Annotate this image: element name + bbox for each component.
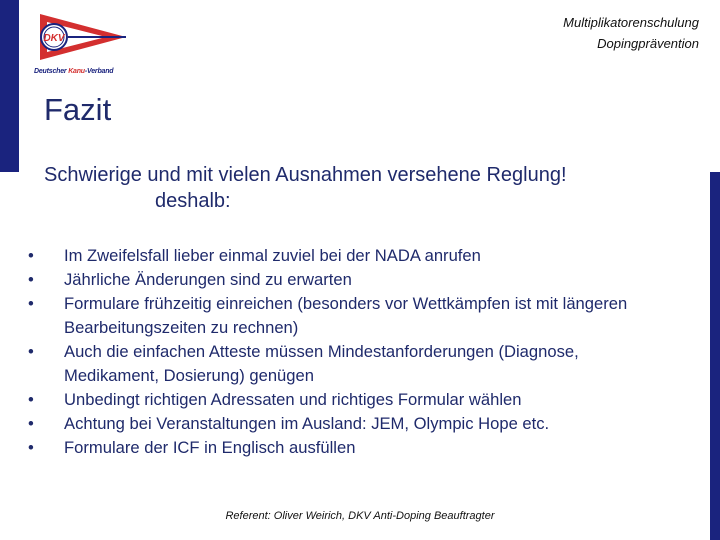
logo-caption-part2: Kanu [68,68,85,75]
dkv-logo [34,10,130,80]
logo-caption-part3: -Verband [84,68,114,75]
logo-caption [34,68,130,75]
bullet-text: Jährliche Änderungen sind zu erwarten [64,270,352,289]
header-line2: Dopingprävention [597,36,699,51]
logo-emblem-text: DKV [43,33,65,44]
bullet-item [28,388,678,412]
bullet-dot: • [28,390,34,409]
bullet-item [28,268,678,292]
bullet-text: Achtung bei Veranstaltungen im Ausland: JEM, Olympic Hope etc. [64,414,550,433]
bullet-dot: • [28,342,34,361]
bullet-item [28,340,678,388]
bullet-text: Formulare der ICF in Englisch ausfüllen [64,438,356,457]
bullet-item [28,436,678,460]
bullet-item [28,244,678,268]
bullet-dot: • [28,294,34,313]
header [563,12,699,54]
dkv-pennant-icon [34,10,130,68]
slide-title: Fazit [44,92,112,127]
footer-referent: Referent: Oliver Weirich, DKV Anti-Doping Beauftragter [225,510,495,522]
right-accent-bar [710,172,720,540]
bullet-text: Formulare frühzeitig einreichen (besonders vor Wettkämpfen ist mit längeren Bearbeitungszeiten zu rechnen) [64,294,628,337]
bullet-text: Unbedingt richtigen Adressaten und richtiges Formular wählen [64,390,522,409]
slide-subtitle [44,162,567,214]
subtitle-line1: Schwierige und mit vielen Ausnahmen versehene Reglung! [44,164,567,186]
header-line1: Multiplikatorenschulung [563,15,699,30]
bullet-dot: • [28,414,34,433]
bullet-list [28,244,678,460]
bullet-text: Im Zweifelsfall lieber einmal zuviel bei der NADA anrufen [64,246,481,265]
bullet-dot: • [28,270,34,289]
bullet-item [28,292,678,340]
logo-caption-part1: Deutscher [34,68,69,75]
bullet-text: Auch die einfachen Atteste müssen Mindestanforderungen (Diagnose, Medikament, Dosierung) genügen [64,342,579,385]
bullet-item [28,412,678,436]
bullet-dot: • [28,246,34,265]
bullet-dot: • [28,438,34,457]
left-accent-bar [0,0,19,172]
subtitle-line2: deshalb: [155,190,231,212]
